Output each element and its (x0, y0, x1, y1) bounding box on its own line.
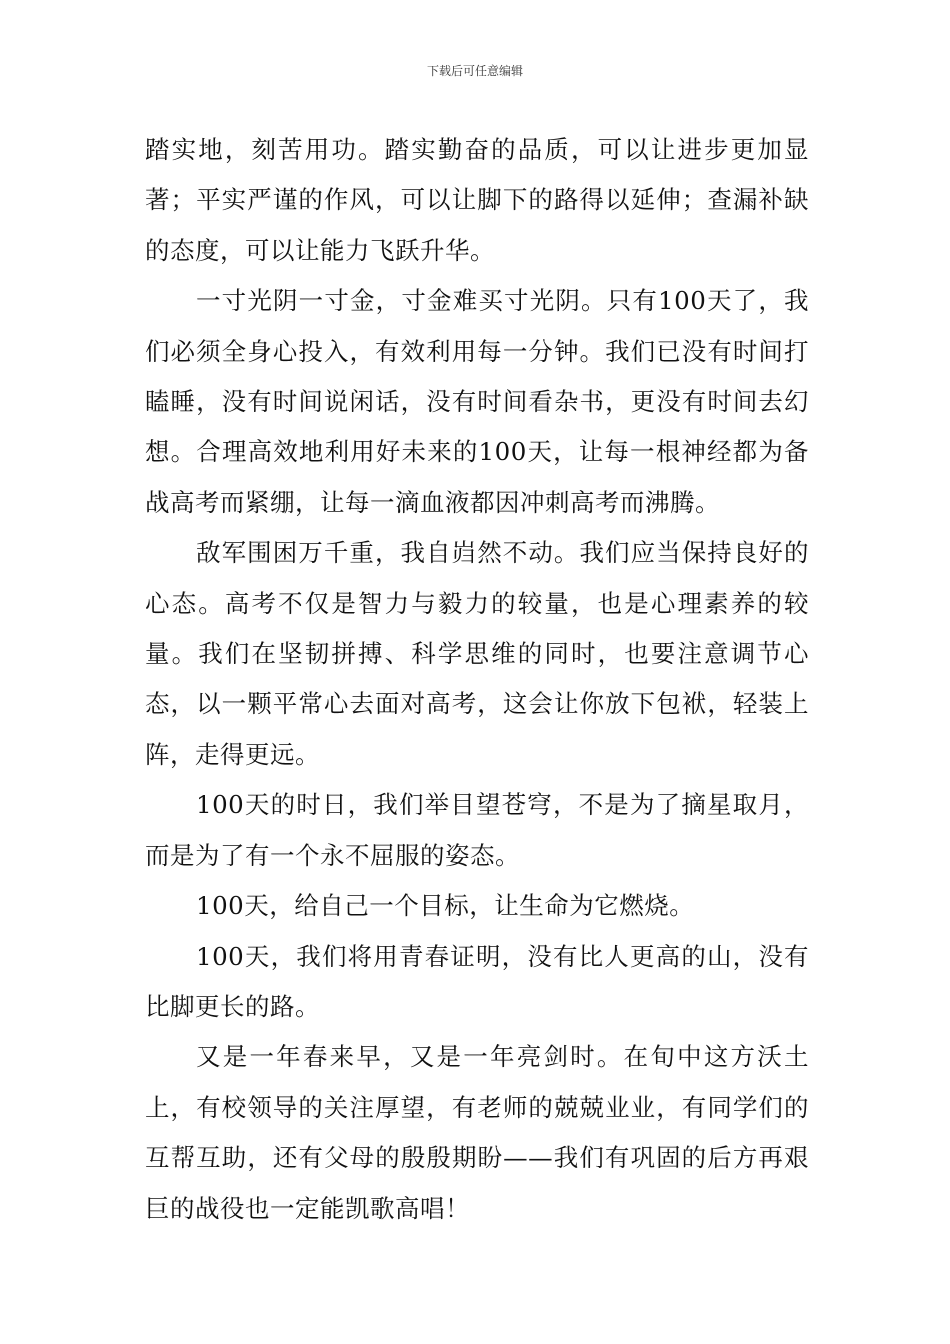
page-header-note: 下载后可任意编辑 (426, 64, 523, 78)
paragraph-6: 100天，我们将用青春证明，没有比人更高的山，没有比脚更长的路。 (145, 941, 809, 1021)
paragraph-3: 敌军围困万千重，我自岿然不动。我们应当保持良好的心态。高考不仅是智力与毅力的较量，也是心理素养的较量。我们在坚韧拼搏、科学思维的同时，也要注意调节心态，以一颗平常心去面对高考，这会让你放下包袱，轻装上阵，走得更远。 (145, 538, 809, 769)
paragraph-4: 100天的时日，我们举目望苍穹，不是为了摘星取月，而是为了有一个永不屈服的姿态。 (145, 790, 809, 870)
paragraph-5: 100天，给自己一个目标，让生命为它燃烧。 (196, 891, 695, 921)
paragraph-7: 又是一年春来早，又是一年亮剑时。在旬中这方沃土上，有校领导的关注厚望，有老师的兢兢业业，有同学们的互帮互助，还有父母的殷殷期盼——我们有巩固的后方再艰巨的战役也一定能凯歌高唱！ (145, 1042, 809, 1223)
document-body (145, 125, 809, 1234)
paragraph-2: 一寸光阴一寸金，寸金难买寸光阴。只有100天了，我们必须全身心投入，有效利用每一分钟。我们已没有时间打瞌睡，没有时间说闲话，没有时间看杂书，更没有时间去幻想。合理高效地利用好未来的100天，让每一根神经都为备战高考而紧绷，让每一滴血液都因冲刺高考而沸腾。 (145, 286, 809, 517)
paragraph-1: 踏实地，刻苦用功。踏实勤奋的品质，可以让进步更加显著；平实严谨的作风，可以让脚下的路得以延伸；查漏补缺的态度，可以让能力飞跃升华。 (145, 135, 809, 265)
